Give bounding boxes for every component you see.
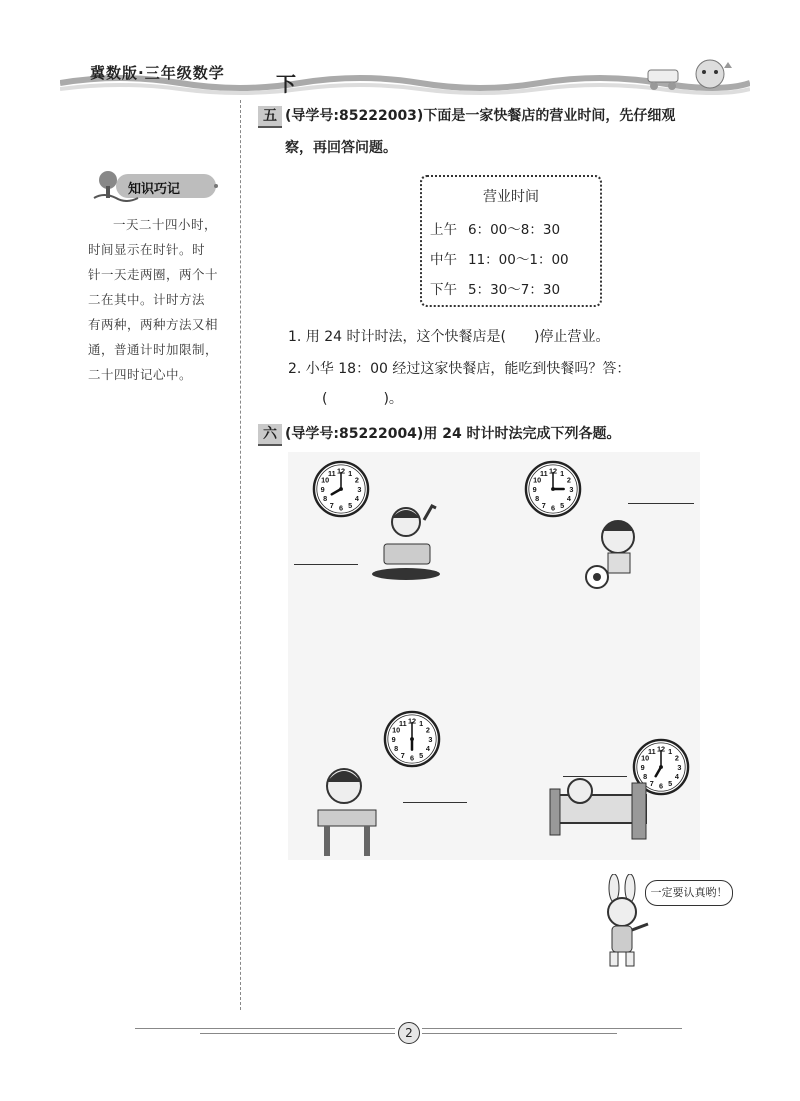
soccer-boy-illustration-icon	[584, 515, 644, 595]
section-5-line-1: (导学号:85222003)下面是一家快餐店的营业时间，先仔细观	[285, 108, 676, 124]
section-5-line-2: 察，再回答问题。	[285, 140, 397, 156]
clock-number: 3	[677, 762, 682, 772]
clock-number: 9	[640, 762, 645, 772]
clock-number: 8	[323, 494, 328, 504]
schedule-row-time: 5：30～7：30	[468, 282, 561, 298]
tips-line: 二十四时记心中。	[88, 367, 193, 382]
footer-line-left	[135, 1028, 395, 1029]
schedule-row-noon	[430, 248, 569, 268]
tips-line: 有两种，两种方法又相	[88, 317, 219, 332]
clock-number: 12	[548, 466, 558, 476]
clock-number: 9	[320, 484, 325, 494]
tips-line: 时间显示在时针。时	[88, 242, 206, 257]
clock-3	[383, 710, 441, 768]
clock-number: 5	[419, 750, 424, 760]
clock-number: 6	[658, 781, 664, 791]
tips-text	[88, 212, 236, 387]
clock-number: 10	[321, 475, 330, 485]
tips-line: 一天二十四小时，	[113, 217, 218, 232]
schedule-row-morning	[430, 218, 560, 238]
clock-number: 12	[407, 716, 417, 726]
answer-blank-2[interactable]	[628, 503, 694, 504]
clock-number: 11	[327, 468, 336, 478]
clock-number: 2	[566, 475, 571, 485]
clock-number: 8	[535, 494, 540, 504]
eating-boy-illustration-icon	[312, 760, 382, 858]
section-6-line: (导学号:85222004)用 24 时计时法完成下列各题。	[285, 426, 621, 442]
tips-line: 针一天走两圈，两个十	[88, 267, 219, 282]
clock-center-dot	[659, 765, 663, 769]
clock-2	[524, 460, 582, 518]
clock-number: 5	[348, 500, 353, 510]
clock-number: 7	[541, 500, 546, 510]
schedule-title: 营业时间	[483, 189, 539, 205]
clock-number: 2	[354, 475, 359, 485]
reading-student-illustration-icon	[366, 500, 446, 582]
clock-number: 1	[668, 746, 673, 756]
clock-number: 11	[647, 746, 656, 756]
sidebar-divider	[240, 100, 241, 1010]
clock-number: 3	[357, 484, 362, 494]
clock-number: 6	[338, 503, 344, 513]
clock-number: 10	[392, 725, 401, 735]
clock-number: 1	[419, 718, 424, 728]
clock-number: 11	[539, 468, 548, 478]
section-5-number: 五	[258, 106, 282, 128]
header-volume-label: 下	[276, 72, 296, 96]
footer-line-right	[422, 1028, 682, 1029]
footer-line-right-2	[422, 1033, 617, 1034]
schedule-row-afternoon	[430, 278, 560, 298]
tips-line: 通，普通计时加限制，	[88, 342, 219, 357]
answer-blank-1[interactable]	[294, 564, 358, 565]
clock-center-dot	[339, 487, 343, 491]
question-1: 1. 用 24 时计时法，这个快餐店是( )停止营业。	[288, 329, 610, 345]
clock-number: 6	[550, 503, 556, 513]
schedule-row-label: 上午	[430, 222, 457, 238]
clock-number: 2	[674, 753, 679, 763]
clock-number: 5	[560, 500, 565, 510]
clock-1	[312, 460, 370, 518]
clock-number: 7	[400, 750, 405, 760]
header-cartoon-decoration-icon	[640, 52, 740, 94]
clock-number: 11	[398, 718, 407, 728]
clock-number: 2	[425, 725, 430, 735]
clock-number: 5	[668, 778, 673, 788]
tips-line: 二在其中。计时方法	[88, 292, 206, 307]
clock-number: 10	[533, 475, 542, 485]
clock-number: 1	[348, 468, 353, 478]
clock-number: 4	[354, 494, 359, 504]
schedule-row-time: 6：00～8：30	[468, 222, 561, 238]
section-6-number: 六	[258, 424, 282, 446]
schedule-row-label: 下午	[430, 282, 457, 298]
schedule-box	[420, 175, 602, 307]
clock-number: 9	[532, 484, 537, 494]
answer-blank-3[interactable]	[403, 802, 467, 803]
clock-number: 6	[409, 753, 415, 763]
clock-number: 4	[674, 772, 679, 782]
clock-number: 3	[569, 484, 574, 494]
clock-number: 8	[643, 772, 648, 782]
clock-center-dot	[410, 737, 414, 741]
mascot-speech-bubble: 一定要认真哟！	[645, 880, 733, 906]
schedule-row-label: 中午	[430, 252, 457, 268]
clock-number: 7	[329, 500, 334, 510]
schedule-row-time: 11：00～1：00	[468, 252, 569, 268]
clock-number: 10	[641, 753, 650, 763]
clock-number: 3	[428, 734, 433, 744]
clock-number: 4	[425, 744, 430, 754]
clock-number: 7	[649, 778, 654, 788]
header-edition-label: 冀数版·三年级数学	[90, 64, 225, 82]
answer-blank-4[interactable]	[563, 776, 627, 777]
clock-center-dot	[551, 487, 555, 491]
clock-number: 12	[656, 744, 666, 754]
clock-number: 12	[336, 466, 346, 476]
page-number: 2	[398, 1022, 420, 1044]
tips-title: 知识巧记	[128, 182, 181, 197]
clock-number: 9	[391, 734, 396, 744]
clock-number: 8	[394, 744, 399, 754]
question-2-line-1: 2. 小华 18：00 经过这家快餐店，能吃到快餐吗？答：	[288, 361, 631, 377]
footer-line-left-2	[200, 1033, 395, 1034]
clock-number: 4	[566, 494, 571, 504]
clock-number: 1	[560, 468, 565, 478]
question-2-line-2: ( )。	[322, 391, 403, 407]
